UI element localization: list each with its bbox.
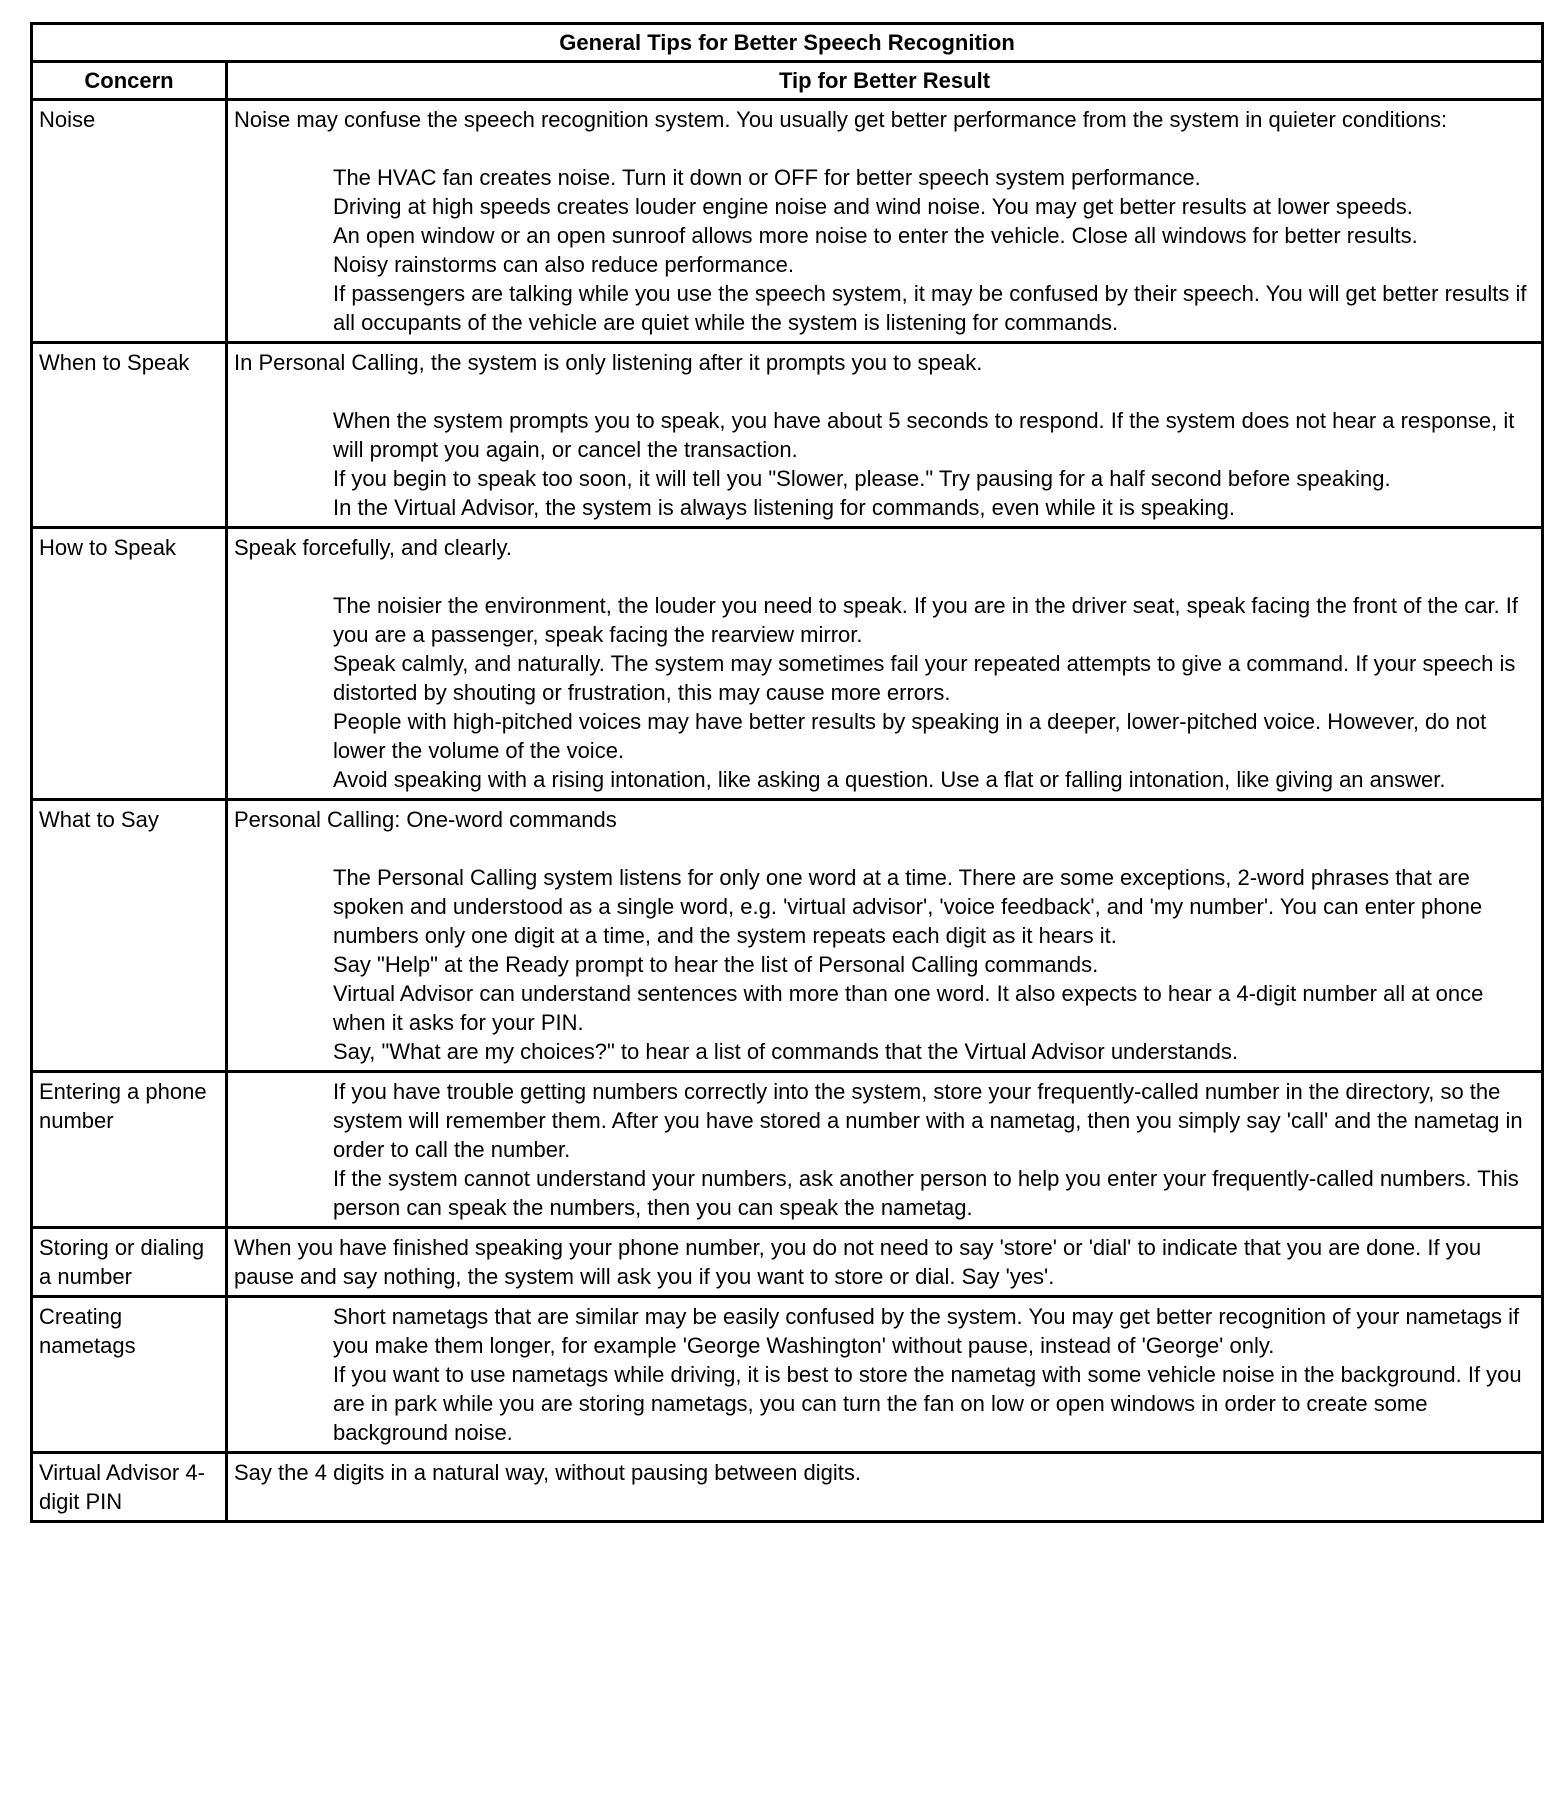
tip-list (234, 1302, 1535, 1447)
tip-cell (227, 800, 1543, 1072)
table-body (32, 100, 1543, 1522)
tip-list-item: An open window or an open sunroof allows more noise to enter the vehicle. Close all windows for better results. (333, 223, 1418, 248)
tip-list-item: People with high-pitched voices may have better results by speaking in a deeper, lower-pitched voice. However, do not lower the volume of the voice. (333, 709, 1487, 763)
tip-list-item: Avoid speaking with a rising intonation, like asking a question. Use a flat or falling intonation, like giving an answer. (333, 767, 1446, 792)
table-row (32, 343, 1543, 528)
tip-list-item: The Personal Calling system listens for only one word at a time. There are some exceptions, 2-word phrases that are spoken and understood as a single word, e.g. 'virtual advisor', 'voice feedback', and 'my number'. You can enter phone numbers only one digit at a time, and the system repeats each digit as it hears it. (333, 865, 1483, 948)
tip-intro: When you have finished speaking your phone number, you do not need to say 'store' or 'dial' to indicate that you are done. If you pause and say nothing, the system will ask you if you want to store or dial. Say 'yes'. (234, 1235, 1482, 1289)
tip-list-item: In the Virtual Advisor, the system is always listening for commands, even while it is speaking. (333, 495, 1236, 520)
concern-column-header: Concern (32, 62, 227, 100)
tip-list-item: The HVAC fan creates noise. Turn it down or OFF for better speech system performance. (333, 165, 1201, 190)
tip-cell (227, 1297, 1543, 1453)
table-row (32, 528, 1543, 800)
tip-list (234, 863, 1535, 1066)
tip-intro: In Personal Calling, the system is only listening after it prompts you to speak. (234, 350, 983, 375)
tip-list (234, 406, 1535, 522)
table-row (32, 100, 1543, 343)
tip-list-item: If passengers are talking while you use the speech system, it may be confused by their speech. You will get better results if all occupants of the vehicle are quiet while the system is listening for commands. (333, 281, 1527, 335)
header-row (32, 62, 1543, 100)
tip-cell (227, 1228, 1543, 1297)
concern-cell: What to Say (32, 800, 227, 1072)
tip-intro: Say the 4 digits in a natural way, without pausing between digits. (234, 1460, 861, 1485)
tip-list-item: Noisy rainstorms can also reduce performance. (333, 252, 794, 277)
tip-cell (227, 343, 1543, 528)
tip-list-item: Short nametags that are similar may be easily confused by the system. You may get better recognition of your nametags if you make them longer, for example 'George Washington' without pause, instead of 'George' only. (333, 1304, 1520, 1358)
title-row (32, 24, 1543, 62)
table-row (32, 1072, 1543, 1228)
tip-list-item: If you want to use nametags while driving, it is best to store the nametag with some vehicle noise in the background. If you are in park while you are storing nametags, you can turn the fan on low or open windows in order to create some background noise. (333, 1362, 1522, 1445)
tip-list-item: If you begin to speak too soon, it will tell you "Slower, please." Try pausing for a half second before speaking. (333, 466, 1391, 491)
table-title: General Tips for Better Speech Recognition (32, 24, 1543, 62)
tip-list-item: Say "Help" at the Ready prompt to hear the list of Personal Calling commands. (333, 952, 1099, 977)
tip-list-item: If you have trouble getting numbers correctly into the system, store your frequently-called number in the directory, so the system will remember them. After you have stored a number with a nametag, then you simply say 'call' and the nametag in order to call the number. (333, 1079, 1523, 1162)
tip-intro: Personal Calling: One-word commands (234, 807, 617, 832)
tip-list-item: Say, "What are my choices?" to hear a list of commands that the Virtual Advisor understands. (333, 1039, 1239, 1064)
tip-intro: Speak forcefully, and clearly. (234, 535, 512, 560)
tip-list-item: If the system cannot understand your numbers, ask another person to help you enter your frequently-called numbers. This person can speak the numbers, then you can speak the nametag. (333, 1166, 1519, 1220)
concern-cell: Noise (32, 100, 227, 343)
table-row (32, 1228, 1543, 1297)
table-row (32, 800, 1543, 1072)
concern-cell: Creating nametags (32, 1297, 227, 1453)
tip-list-item: Virtual Advisor can understand sentences with more than one word. It also expects to hear a 4-digit number all at once when it asks for your PIN. (333, 981, 1484, 1035)
concern-cell: Virtual Advisor 4-digit PIN (32, 1453, 227, 1522)
tip-cell (227, 1072, 1543, 1228)
tip-list-item: When the system prompts you to speak, you have about 5 seconds to respond. If the system does not hear a response, it will prompt you again, or cancel the transaction. (333, 408, 1515, 462)
tip-list (234, 1077, 1535, 1222)
speech-tips-table (30, 22, 1544, 1523)
tip-cell (227, 100, 1543, 343)
tip-list-item: Driving at high speeds creates louder engine noise and wind noise. You may get better results at lower speeds. (333, 194, 1413, 219)
tip-list-item: The noisier the environment, the louder you need to speak. If you are in the driver seat, speak facing the front of the car. If you are a passenger, speak facing the rearview mirror. (333, 593, 1519, 647)
tip-list-item: Speak calmly, and naturally. The system may sometimes fail your repeated attempts to give a command. If your speech is distorted by shouting or frustration, this may cause more errors. (333, 651, 1516, 705)
concern-cell: Storing or dialing a number (32, 1228, 227, 1297)
tip-cell (227, 528, 1543, 800)
tip-list (234, 591, 1535, 794)
tip-cell (227, 1453, 1543, 1522)
table-row (32, 1453, 1543, 1522)
concern-cell: Entering a phone number (32, 1072, 227, 1228)
table-row (32, 1297, 1543, 1453)
tip-list (234, 163, 1535, 337)
tip-column-header: Tip for Better Result (227, 62, 1543, 100)
tip-intro: Noise may confuse the speech recognition system. You usually get better performance from the system in quieter conditions: (234, 107, 1448, 132)
concern-cell: How to Speak (32, 528, 227, 800)
concern-cell: When to Speak (32, 343, 227, 528)
